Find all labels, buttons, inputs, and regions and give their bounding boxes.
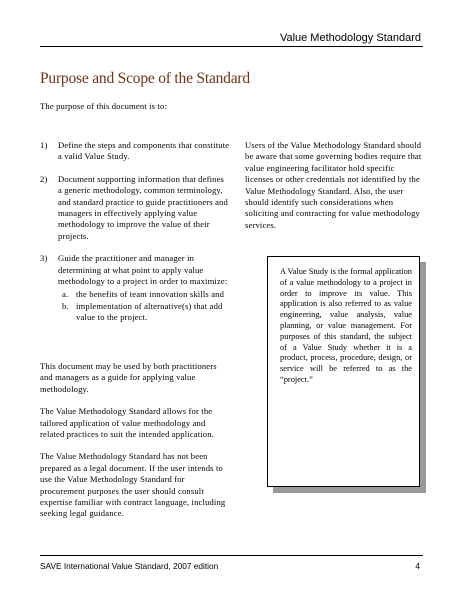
intro-text: The purpose of this document is to: bbox=[40, 101, 167, 111]
list-item bbox=[40, 174, 230, 242]
header-rule bbox=[40, 46, 423, 47]
numbered-list bbox=[40, 140, 230, 324]
right-paragraph: Users of the Value Methodology Standard should be aware that some governing bodies require that value engineering facilitator hold specific licenses or other credentials not identified by the Value Methodology Standard. Also, the user should identify such considerations when soliciting and contracting for value methodology services. bbox=[245, 140, 422, 230]
sub-list-text: implementation of alternative(s) that add value to the project. bbox=[76, 300, 223, 323]
numbered-list-column bbox=[40, 140, 230, 335]
paragraph: The Value Methodology Standard allows for the tailored application of value methodology and related practices to suit the intended application. bbox=[40, 406, 214, 440]
sub-list-letter: b. bbox=[62, 300, 69, 311]
sub-list-letter: a. bbox=[62, 289, 69, 300]
list-item bbox=[40, 253, 230, 323]
paragraph: The Value Methodology Standard has not been prepared as a legal document. If the user intends to use the Value Methodology Standard for procurement purposes the user should consult expertise familiar with contract language, including seeking legal guidance. bbox=[40, 451, 226, 519]
paragraph: This document may be used by both practitioners and managers as a guide for applying value methodology. bbox=[40, 361, 217, 394]
callout-text: A Value Study is the formal application of a value methodology to a project in order to improve its value. This application is also referred to as value engineering, value analysis, value planning, or value management. For purposes of this standard, the subject of a Value Study whether it is a product, process, procedure, design, or service will be referred to as the “project.” bbox=[280, 267, 412, 384]
list-item-text: Guide the practitioner and manager in determining at what point to apply value methodology to a project in order to maximize: bbox=[58, 253, 228, 287]
header-title: Value Methodology Standard bbox=[279, 32, 421, 44]
list-number: 1) bbox=[40, 140, 48, 150]
footer-rule bbox=[40, 555, 423, 556]
sub-list-item bbox=[58, 301, 230, 324]
footer-text: SAVE International Value Standard, 2007 edition bbox=[40, 561, 219, 571]
callout-box bbox=[267, 256, 420, 487]
list-number: 3) bbox=[40, 253, 48, 264]
sub-list bbox=[58, 289, 230, 323]
page-number: 4 bbox=[415, 561, 420, 571]
list-item-text: Define the steps and components that constitute a valid Value Study. bbox=[58, 140, 230, 162]
list-item bbox=[40, 140, 230, 163]
sub-list-text: the benefits of team innovation skills and bbox=[76, 289, 225, 300]
list-item-text: Document supporting information that defines a generic methodology, common terminology, and standard practice to guide practitioners and managers in effectively applying value methodology to improve the value of their projects. bbox=[58, 173, 228, 241]
section-title: Purpose and Scope of the Standard bbox=[40, 70, 250, 87]
list-number: 2) bbox=[40, 173, 48, 184]
left-paragraphs bbox=[40, 361, 230, 531]
sub-list-item bbox=[58, 289, 230, 300]
